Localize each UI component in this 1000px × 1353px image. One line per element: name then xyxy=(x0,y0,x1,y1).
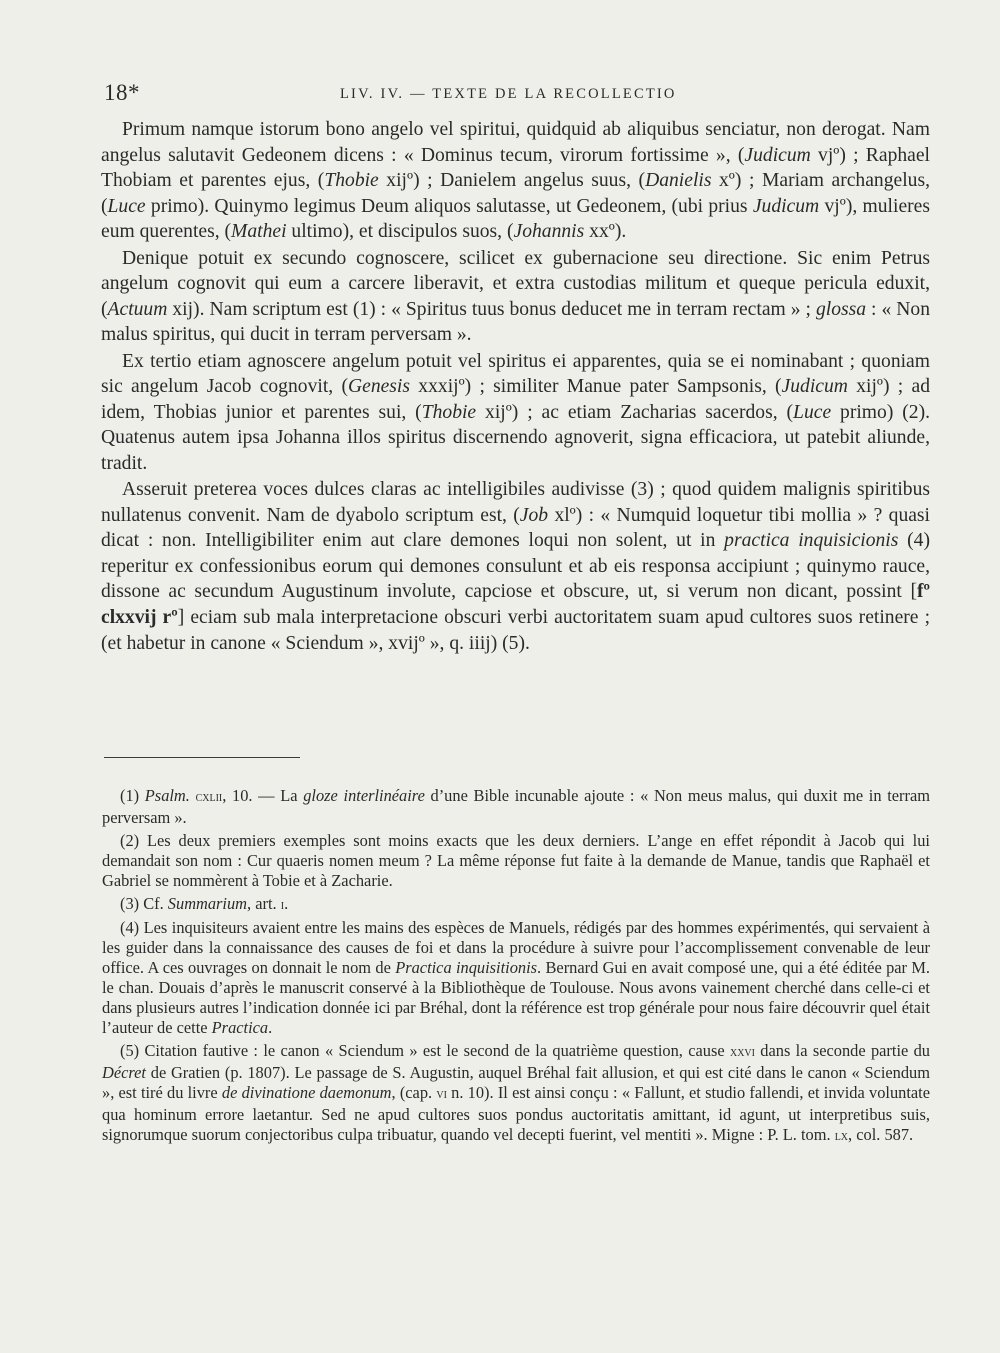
text-segment: vjº) ; Raphael Thobiam et parentes ejus, ( xyxy=(101,144,931,192)
italic-text: Thobie xyxy=(421,401,477,423)
italic-text: Practica xyxy=(211,1017,269,1037)
text-segment: primo). Quinymo legimus Deum aliquos salutasse, ut Gedeonem, (ubi prius xyxy=(145,195,753,217)
italic-text: Judicum xyxy=(744,144,811,166)
footnote-separator xyxy=(104,757,300,758)
italic-text: gloze interlinéaire xyxy=(303,786,425,805)
paragraph xyxy=(101,477,930,656)
italic-text: Danielis xyxy=(645,170,712,192)
footnote xyxy=(102,894,930,916)
text-segment: xº) ; Mariam archangelus, ( xyxy=(101,170,930,217)
italic-text: de divinatione daemonum xyxy=(221,1082,392,1102)
italic-text: practica inquisicionis xyxy=(724,530,899,552)
running-title: LIV. IV. — TEXTE DE LA RECOLLECTIO xyxy=(340,86,677,102)
text-segment: ultimo), et discipulos suos, ( xyxy=(286,221,514,243)
text-segment: Asseruit preterea voces dulces claras ac intelligibiles audivisse (3) ; quod quidem malignis spiritibus nullatenus convenit. Nam de dyabolo scriptum est, ( xyxy=(101,479,930,526)
paragraph xyxy=(101,246,930,348)
text-segment: d’une Bible incunable ajoute : « Non meus malus, qui duxit me in terram perversam ». xyxy=(102,786,930,827)
text-segment: (2) Les deux premiers exemples sont moins exacts que les deux derniers. L’ange en effet répondit à Jacob qui lui demandait son nom : Cur quaeris nomen meum ? La même réponse fut faite à la demande de Manue, tandis que Raphaël et Gabriel se nommèrent à Tobie et à Zacharie. xyxy=(102,830,930,890)
italic-text: Job xyxy=(519,504,549,526)
italic-text: Johannis xyxy=(513,221,585,243)
paragraph xyxy=(101,349,930,477)
folio-marker: fº clxxvij rº xyxy=(101,581,930,629)
italic-text: Psalm. xyxy=(144,786,190,805)
text-segment: Denique potuit ex secundo cognoscere, scilicet ex gubernacione seu directione. Sic enim Petrus angelum cognovit qui eum a carcere liberavit, et extra custodias militum et queque pericula eduxit, ( xyxy=(101,247,930,320)
footnote xyxy=(102,786,930,828)
text-segment: xijº) ; Danielem angelus suus, ( xyxy=(378,170,646,192)
text-segment: xxxijº) ; similiter Manue pater Sampsonis, ( xyxy=(410,376,782,398)
text-segment: Ex tertio etiam agnoscere angelum potuit vel spiritus ei apparentes, quia se ei nominabant ; quoniam sic angelum Jacob cognovit, ( xyxy=(101,350,930,398)
text-segment: , (cap. xyxy=(391,1082,437,1102)
italic-text: Summarium xyxy=(167,893,248,913)
italic-text: Genesis xyxy=(347,376,411,398)
italic-text: Luce xyxy=(793,401,832,423)
text-segment: . Bernard Gui en avait composé une, qui a été éditée par M. le chan. Douais d’après le manuscrit conservé à la Bibliothèque de Toulouse. Nous avons vainement cherché dans celle-ci et dans plusieurs autres l’indication donnée ici par Bréhal, dont la référence est trop générale pour nous faire découvrir quel était l’auteur de cette xyxy=(102,958,931,1037)
text-segment: n. 10). Il est ainsi conçu : « Fallunt, et studio fallendi, et invida voluntate qua hominum errore laetantur. Sed ne apud cultores suos pondus auctoritatis amittant, id agunt, ut interpretibus suis, signorumque suorum conjectoribus culpa tribuatur, quando vel decepti fuerint, vel mentiti ». Migne : P. L. tom. xyxy=(102,1082,930,1144)
text-segment: (3) Cf. xyxy=(120,893,168,913)
footnote xyxy=(102,918,930,1037)
italic-text: Judicum xyxy=(781,376,848,398)
paragraph xyxy=(101,117,930,245)
text-segment: xijº) ; ac etiam Zacharias sacerdos, ( xyxy=(476,401,794,423)
text-segment: , col. 587. xyxy=(848,1124,914,1144)
text-segment: xij). Nam scriptum est (1) : « Spiritus tuus bonus deducet me in terram rectam » ; xyxy=(167,298,816,320)
text-segment: (1) xyxy=(120,786,145,805)
footnotes xyxy=(102,786,930,1149)
footnote xyxy=(102,1041,930,1147)
smallcaps-text: vi xyxy=(436,1085,447,1102)
italic-text: Practica inquisitionis xyxy=(395,958,538,978)
page-number: 18* xyxy=(104,80,140,105)
text-segment: : « Non malus spiritus, qui ducit in terram perversam ». xyxy=(101,298,930,346)
smallcaps-text: lx xyxy=(834,1127,849,1144)
italic-text: Actuum xyxy=(107,298,168,320)
footnote xyxy=(102,831,930,891)
text-segment: , art. xyxy=(247,893,281,913)
italic-text: Thobie xyxy=(324,170,379,192)
text-segment: vjº), mulieres eum querentes, ( xyxy=(101,195,930,243)
smallcaps-text: xxvi xyxy=(729,1043,755,1060)
italic-text: Décret xyxy=(102,1062,146,1082)
text-segment: primo) (2). Quatenus autem ipsa Johanna illos spiritus discernendo agnoverit, signa efficaciora, ut patebit aliunde, tradit. xyxy=(101,401,930,474)
text-segment: (4) reperitur ex confessionibus eorum qui demones consulunt et ab eis responsa accipiunt ; quinymo rauce, dissone ac secundum Augustinum involute, capciose et obscure, ut, si verum non dicant, possint [ xyxy=(101,530,930,603)
text-segment: . xyxy=(284,893,289,913)
text-segment: xlº) : « Numquid loquetur tibi mollia » ? quasi dicat : non. Intelligibiliter enim aut clare demones loqui non solent, ut in xyxy=(101,504,931,552)
italic-text: glossa xyxy=(815,298,867,320)
text-segment: , 10. — La xyxy=(222,786,304,805)
italic-text: Luce xyxy=(107,195,146,217)
smallcaps-text: i xyxy=(280,896,285,913)
main-text xyxy=(101,117,930,656)
text-segment: (4) Les inquisiteurs avaient entre les mains des espèces de Manuels, rédigés par des hommes expérimentés, qui servaient à les guider dans la connaissance des causes de foi et dans la procédure à suivre pour l’accomplissement convenable de leur office. A ces ouvrages on donnait le nom de xyxy=(102,918,930,978)
text-segment: xxº). xyxy=(584,221,627,243)
text-segment: dans la seconde partie du xyxy=(754,1040,930,1060)
page-header xyxy=(100,80,930,110)
text-segment: . xyxy=(268,1017,273,1037)
italic-text: Mathei xyxy=(231,221,287,243)
text-segment: Primum namque istorum bono angelo vel spiritui, quidquid ab aliquibus senciatur, non derogat. Nam angelus salutavit Gedeonem dicens : « Dominus tecum, virorum fortissime », ( xyxy=(101,119,930,166)
smallcaps-text: cxlii xyxy=(195,789,223,805)
text-segment: ] eciam sub mala interpretacione obscuri verbi auctoritatem suam apud cultores suos retinere ; (et habetur in canone « Sciendum », xvijº », q. iiij) (5). xyxy=(101,607,931,654)
text-segment: (5) Citation fautive : le canon « Sciendum » est le second de la quatrième question, cause xyxy=(120,1040,730,1060)
text-segment: xijº) ; ad idem, Thobias junior et parentes sui, ( xyxy=(101,376,930,423)
italic-text: Judicum xyxy=(752,195,820,217)
text-segment: de Gratien (p. 1807). Le passage de S. Augustin, auquel Bréhal fait allusion, et qui est cité dans le canon « Sciendum », est tiré du livre xyxy=(102,1062,930,1102)
